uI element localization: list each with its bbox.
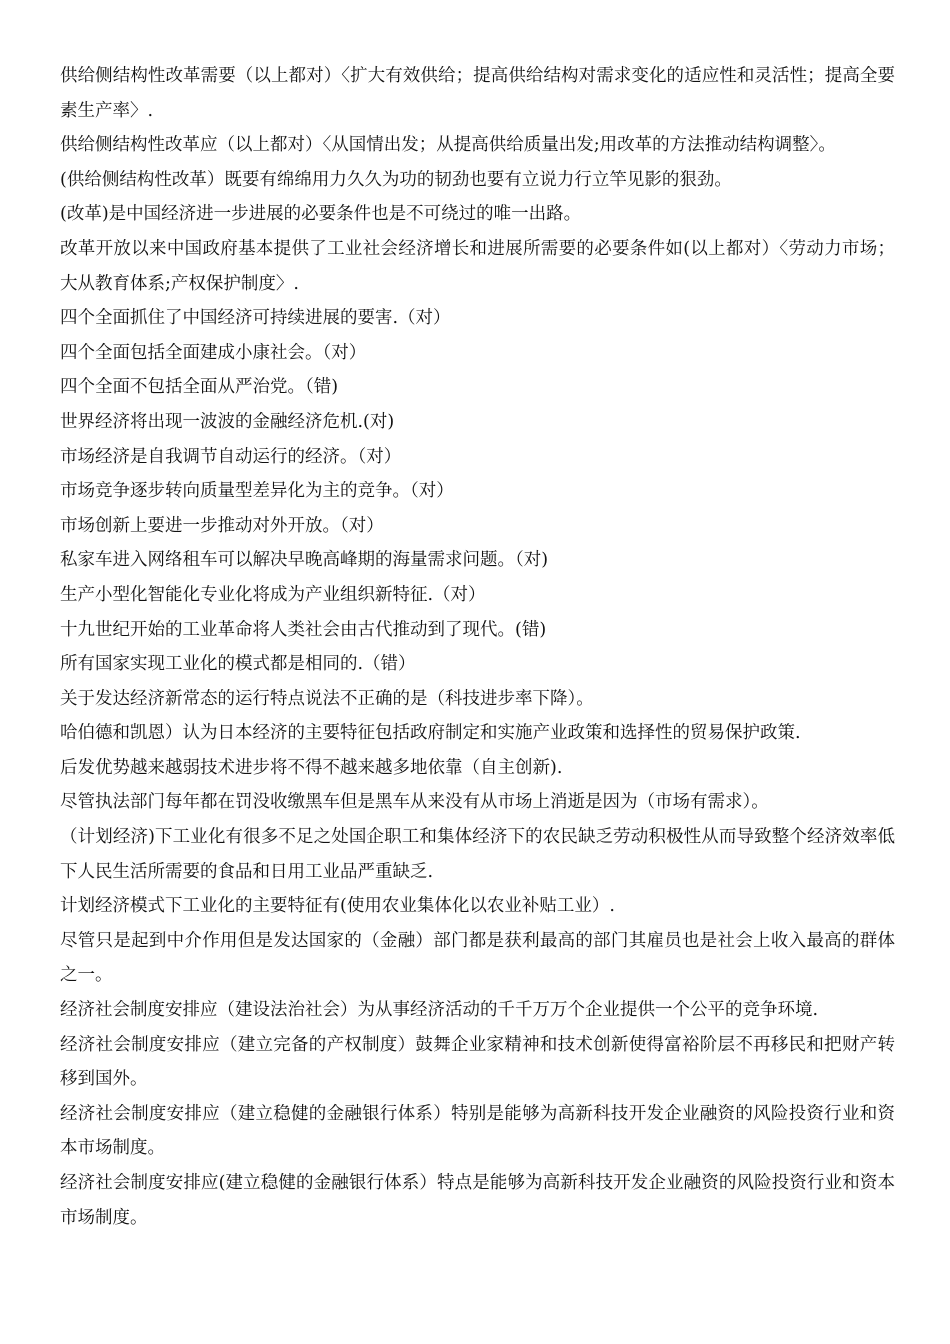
paragraph: (供给侧结构性改革）既要有绵绵用力久久为功的韧劲也要有立说力行立竿见影的狠劲。 [60,169,732,190]
paragraph: 尽管执法部门每年都在罚没收缴黑车但是黑车从来没有从市场上消逝是因为（市场有需求）。 [60,792,769,813]
paragraph: (改革)是中国经济进一步进展的必要条件也是不可绕过的唯一出路。 [60,204,582,225]
paragraph: 经济社会制度安排应（建设法治社会）为从事经济活动的千千万万个企业提供一个公平的竞争环境. [60,1000,819,1021]
paragraph: 经济社会制度安排应(建立稳健的金融银行体系）特点是能够为高新科技开发企业融资的风险投资行业和资本市场制度。 [60,1173,895,1228]
paragraph: 市场经济是自我调节自动运行的经济。（对） [60,446,402,467]
paragraph: 四个全面抓住了中国经济可持续进展的要害.（对） [60,308,451,329]
paragraph: 所有国家实现工业化的模式都是相同的.（错） [60,654,416,675]
paragraph: 四个全面包括全面建成小康社会。（对） [60,342,367,363]
paragraph: 世界经济将出现一波波的金融经济危机.(对) [60,411,395,432]
paragraph: 供给侧结构性改革需要（以上都对）〈扩大有效供给；提高供给结构对需求变化的适应性和灵活性；提高全要素生产率〉. [60,66,895,121]
paragraph: 哈伯德和凯恩）认为日本经济的主要特征包括政府制定和实施产业政策和选择性的贸易保护政策. [60,723,801,744]
paragraph: 供给侧结构性改革应（以上都对）〈从国情出发；从提高供给质量出发;用改革的方法推动结构调整〉。 [60,135,836,156]
paragraph: 经济社会制度安排应（建立完备的产权制度）鼓舞企业家精神和技术创新使得富裕阶层不再移民和把财产转移到国外。 [60,1034,895,1090]
paragraph: 生产小型化智能化专业化将成为产业组织新特征.（对） [60,584,486,605]
paragraph: 市场竞争逐步转向质量型差异化为主的竞争。（对） [60,481,454,502]
paragraph: 改革开放以来中国政府基本提供了工业社会经济增长和进展所需要的必要条件如(以上都对）〈劳动力市场；大从教育体系;产权保护制度〉. [60,238,895,294]
paragraph: 四个全面不包括全面从严治党。（错) [60,377,339,398]
document-body [60,59,895,1235]
paragraph: 市场创新上要进一步推动对外开放。（对） [60,515,384,536]
paragraph: （计划经济)下工业化有很多不足之处国企职工和集体经济下的农民缺乏劳动积极性从而导致整个经济效率低下人民生活所需要的食品和日用工业品严重缺乏. [60,827,895,882]
paragraph: 关于发达经济新常态的运行特点说法不正确的是（科技进步率下降）。 [60,688,594,709]
paragraph: 私家车进入网络租车可以解决早晚高峰期的海量需求问题。（对) [60,550,549,571]
paragraph: 尽管只是起到中介作用但是发达国家的（金融）部门都是获利最高的部门其雇员也是社会上收入最高的群体之一。 [60,930,895,986]
paragraph: 经济社会制度安排应（建立稳健的金融银行体系）特别是能够为高新科技开发企业融资的风险投资行业和资本市场制度。 [60,1103,895,1159]
paragraph: 后发优势越来越弱技术进步将不得不越来越多地依靠（自主创新). [60,757,563,778]
paragraph: 计划经济模式下工业化的主要特征有(使用农业集体化以农业补贴工业）. [60,896,615,917]
paragraph: 十九世纪开始的工业革命将人类社会由古代推动到了现代。(错) [60,619,547,640]
